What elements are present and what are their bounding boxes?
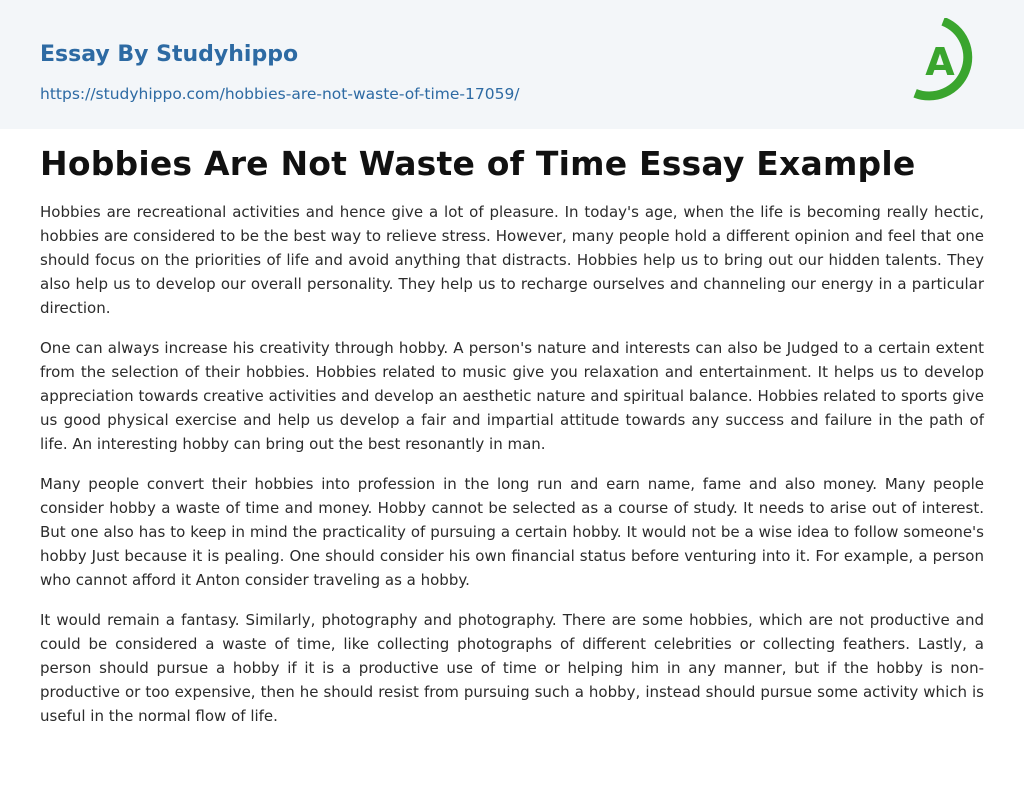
essay-paragraph-1: Hobbies are recreational activities and hence give a lot of pleasure. In today's age, when the life is becoming really hectic, hobbies are considered to be the best way to relieve stress. However, many people hold a different opinion and feel that one should focus on the priorities of life and avoid anything that distracts. Hobbies help us to bring out our hidden talents. They also help us to develop our overall personality. They help us to recharge ourselves and channeling our energy in a particular direction. [40,203,984,317]
site-header [0,0,1024,129]
essay-paragraph-3: Many people convert their hobbies into profession in the long run and earn name, fame and also money. Many people consider hobby a waste of time and money. Hobby cannot be selected as a course of study. It needs to arise out of interest. But one also has to keep in mind the practicality of pursuing a certain hobby. It would not be a wise idea to follow someone's hobby Just because it is pealing. One should consider his own financial status before venturing into it. For example, a person who cannot afford it Anton consider traveling as a hobby. [40,475,984,589]
essay-paragraph-4: It would remain a fantasy. Similarly, photography and photography. There are some hobbies, which are not productive and could be considered a waste of time, like collecting photographs of different celebrities or collecting feathers. Lastly, a person should pursue a hobby if it is a productive use of time or helping him in any manner, but if the hobby is non-productive or too expensive, then he should resist from pursuing such a hobby, instead should pursue some activity which is useful in the normal flow of life. [40,611,984,725]
essay-title: Hobbies Are Not Waste of Time Essay Example [40,144,916,183]
essay-paragraph-2: One can always increase his creativity through hobby. A person's nature and interests can also be Judged to a certain extent from the selection of their hobbies. Hobbies related to music give you relaxation and entertainment. It helps us to develop appreciation towards creative activities and develop an aesthetic nature and spiritual balance. Hobbies related to sports give us good physical exercise and help us develop a fair and impartial attitude towards any success and failure in the path of life. An interesting hobby can bring out the best resonantly in man. [40,339,984,453]
essay-body [40,200,984,744]
page-url-link[interactable]: https://studyhippo.com/hobbies-are-not-waste-of-time-17059/ [40,85,520,103]
studyhippo-logo-icon[interactable] [910,18,988,106]
site-brand[interactable]: Essay By Studyhippo [40,42,299,67]
logo-letter: A [925,40,955,84]
